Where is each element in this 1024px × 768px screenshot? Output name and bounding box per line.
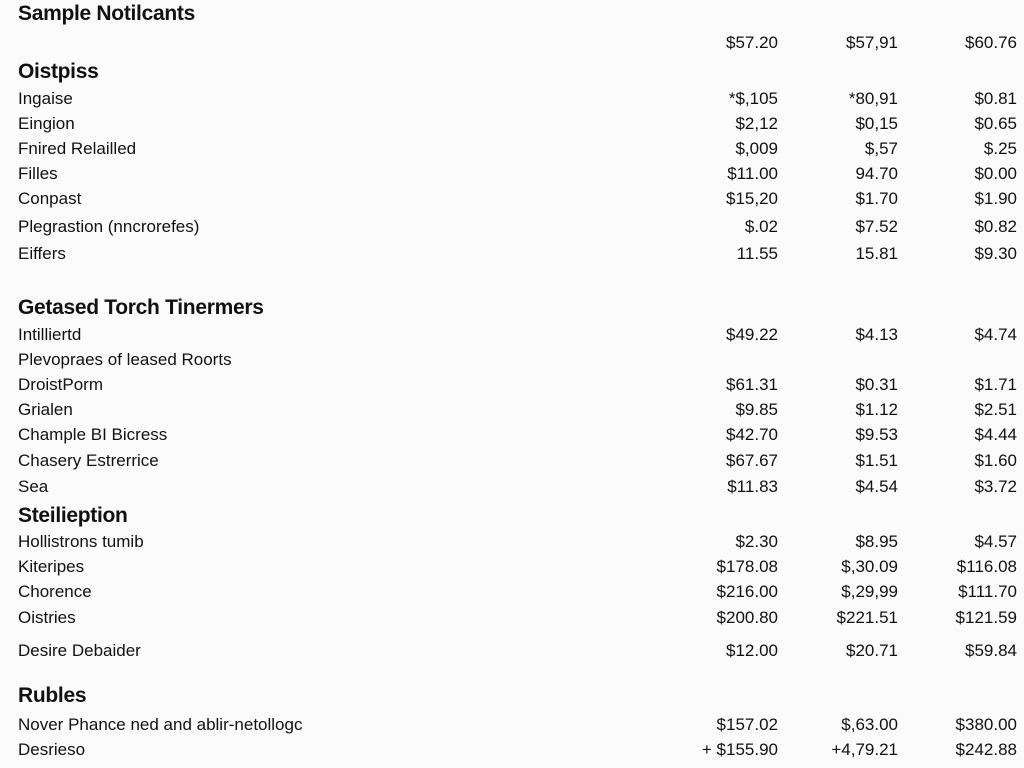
row-value: $1.51 (855, 451, 898, 470)
section-heading: Oistpiss (18, 60, 99, 83)
row-label: Intilliertd (18, 325, 82, 344)
row-label: Chample BI Bicress (18, 425, 168, 444)
row-value: $15,20 (726, 189, 778, 208)
row-value: $11.83 (727, 477, 778, 496)
row-value: $4.44 (974, 425, 1017, 444)
row-label: Conpast (18, 189, 82, 208)
table-row (0, 423, 1024, 447)
row-value: *$,105 (728, 89, 778, 108)
row-value: $157.02 (716, 715, 778, 734)
row-value: + $155.90 (701, 740, 778, 759)
row-value: $,63.00 (841, 715, 898, 734)
table-row (0, 323, 1024, 347)
row-label: Oistries (18, 608, 76, 627)
row-value: $0.81 (974, 89, 1017, 108)
table-row (0, 373, 1024, 397)
row-value: $.25 (983, 139, 1017, 158)
row-value: *80,91 (848, 89, 898, 108)
row-label: DroistPorm (18, 375, 104, 394)
row-value: $20.71 (846, 641, 898, 660)
document-title: Sample Notilcants (18, 2, 195, 25)
table-row (0, 348, 1024, 372)
row-value: 15.81 (855, 244, 898, 263)
row-value: $8.95 (855, 532, 898, 551)
row-label: Eingion (18, 114, 75, 133)
row-label: Sea (18, 477, 49, 496)
header-value: $57.20 (726, 33, 778, 52)
row-label: Fnired Relailled (18, 139, 137, 158)
row-value: $1.60 (974, 451, 1017, 470)
table-row (0, 738, 1024, 762)
row-label: Grialen (18, 400, 73, 419)
table-row (0, 137, 1024, 161)
table-row (0, 242, 1024, 266)
section-heading: Getased Torch Tinermers (18, 296, 264, 319)
row-value: 94.70 (855, 164, 898, 183)
row-value: $0.00 (974, 164, 1017, 183)
row-value: $49.22 (726, 325, 778, 344)
row-value: $0,15 (855, 114, 898, 133)
row-value: $,57 (864, 139, 898, 158)
row-value: $0.65 (974, 114, 1017, 133)
row-value: $67.67 (726, 451, 778, 470)
row-value: $12.00 (726, 641, 778, 660)
row-value: $4.54 (855, 477, 898, 496)
table-row (0, 398, 1024, 422)
header-value: $60.76 (965, 33, 1017, 52)
row-value: $.02 (744, 217, 778, 236)
row-value: $,29,99 (841, 582, 898, 601)
row-value: $216.00 (716, 582, 778, 601)
row-value: $0.82 (974, 217, 1017, 236)
table-row (0, 580, 1024, 604)
table-row (0, 606, 1024, 630)
header-value: $57,91 (846, 33, 898, 52)
row-label: Chasery Estrerrice (18, 451, 159, 470)
table-row (0, 449, 1024, 473)
row-label: Plevopraes of leased Roorts (18, 350, 232, 369)
row-label: Desire Debaider (18, 641, 141, 660)
row-value: $111.70 (958, 582, 1017, 601)
table-row (0, 713, 1024, 737)
row-value: $2.51 (974, 400, 1017, 419)
table-row (0, 187, 1024, 211)
row-value: $1.70 (855, 189, 898, 208)
row-label: Hollistrons tumib (18, 532, 144, 551)
row-value: $0.31 (855, 375, 898, 394)
row-value: $200.80 (716, 608, 778, 627)
row-value: $2,12 (735, 114, 778, 133)
table-row (0, 87, 1024, 111)
row-label: Nover Phance ned and ablir-netollogc (18, 715, 303, 734)
row-value: $4.74 (974, 325, 1017, 344)
row-label: Plegrastion (nncrorefes) (18, 217, 200, 236)
row-value: $59.84 (965, 641, 1017, 660)
row-value: $9.53 (855, 425, 898, 444)
row-value: $1.90 (974, 189, 1017, 208)
row-value: $42.70 (726, 425, 778, 444)
row-value: $221.51 (836, 608, 898, 627)
row-value: $380.00 (955, 715, 1017, 734)
row-value: $116.08 (956, 557, 1017, 576)
row-value: $178.08 (716, 557, 778, 576)
header-value-row (0, 31, 1024, 55)
row-label: Desrieso (18, 740, 86, 759)
section-heading: Rubles (18, 684, 87, 707)
row-value: $242.88 (955, 740, 1017, 759)
row-value: $,009 (735, 139, 778, 158)
row-value: 11.55 (736, 244, 778, 263)
row-value: $9.85 (735, 400, 778, 419)
row-label: Chorence (18, 582, 92, 601)
table-row (0, 530, 1024, 554)
row-value: $,30.09 (841, 557, 898, 576)
section-heading: Steilieption (18, 504, 128, 527)
table-row (0, 555, 1024, 579)
row-value: $4.13 (855, 325, 898, 344)
row-value: $11.00 (727, 164, 778, 183)
row-label: Ingaise (18, 89, 73, 108)
row-label: Filles (18, 164, 58, 183)
row-value: $61.31 (726, 375, 778, 394)
row-value: $9.30 (974, 244, 1017, 263)
table-row (0, 162, 1024, 186)
table-row (0, 475, 1024, 499)
row-value: +4,79.21 (831, 740, 898, 759)
row-value: $3.72 (974, 477, 1017, 496)
row-value: $1.71 (974, 375, 1017, 394)
row-value: $1.12 (855, 400, 898, 419)
table-row (0, 639, 1024, 663)
row-value: $4.57 (974, 532, 1017, 551)
row-label: Eiffers (18, 244, 66, 263)
row-value: $7.52 (855, 217, 898, 236)
table-row (0, 215, 1024, 239)
row-value: $121.59 (955, 608, 1017, 627)
table-row (0, 112, 1024, 136)
row-value: $2.30 (735, 532, 778, 551)
row-label: Kiteripes (18, 557, 85, 576)
